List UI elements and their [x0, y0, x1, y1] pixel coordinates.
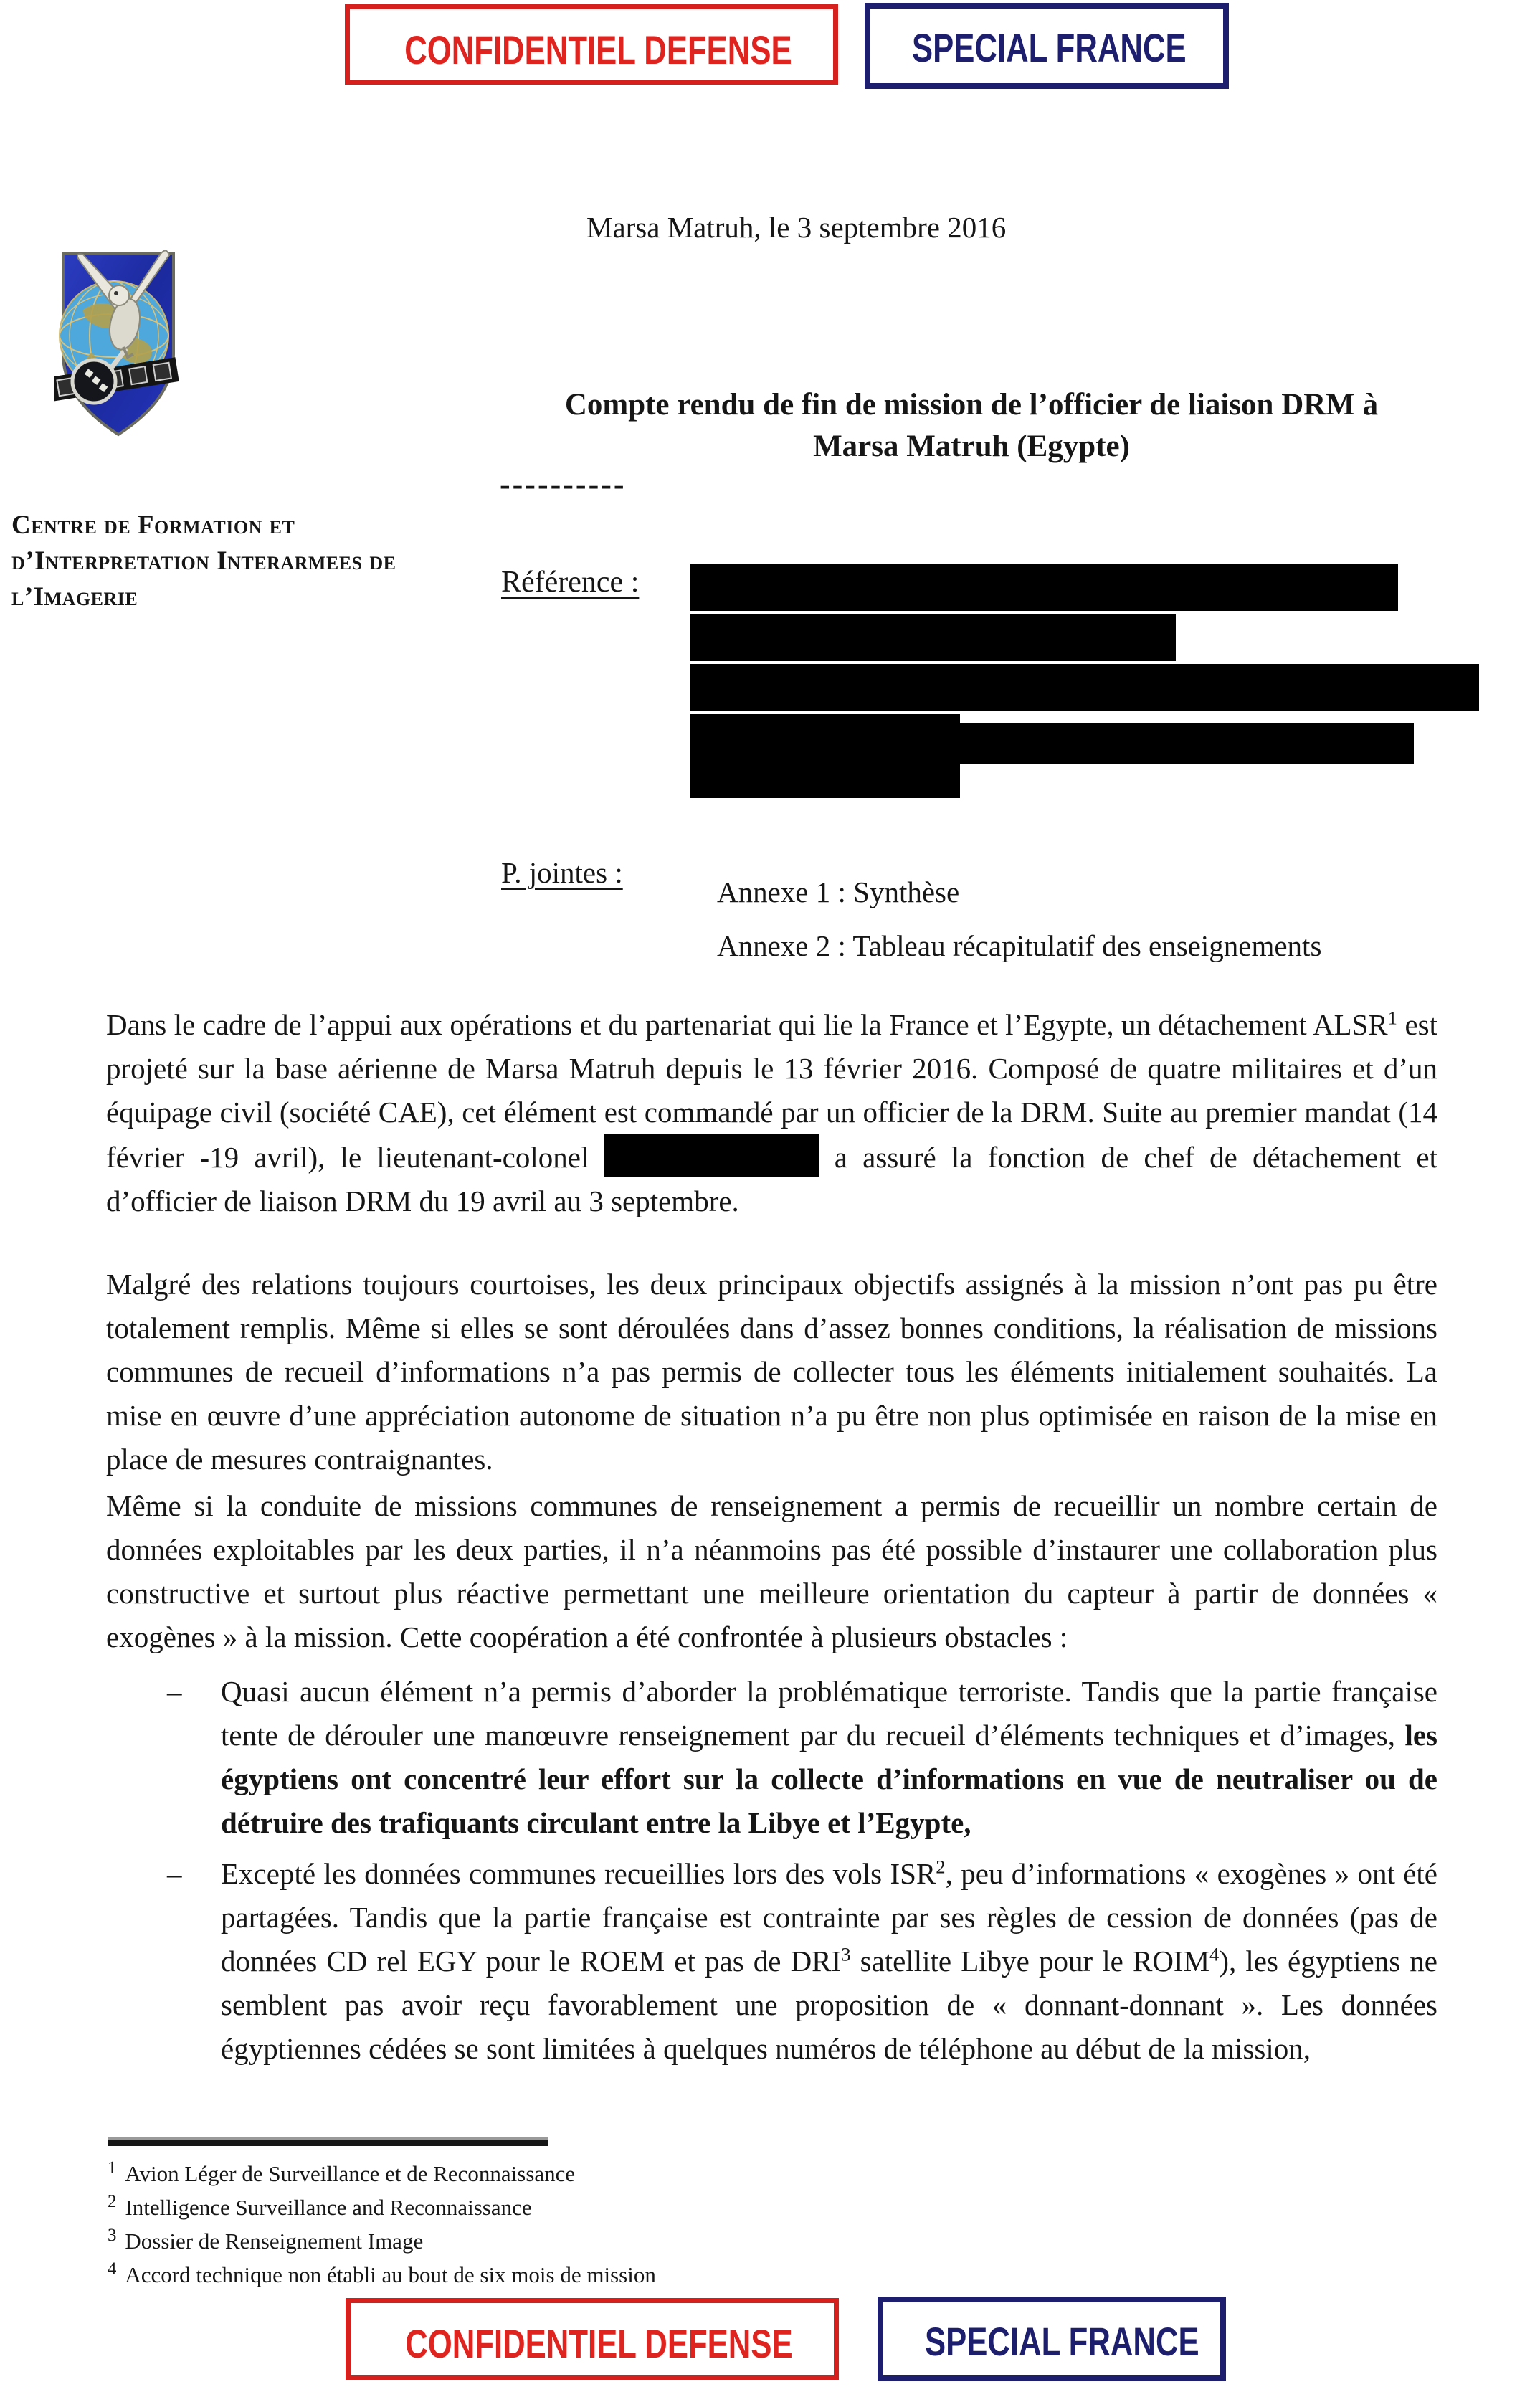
- list-item: – Excepté les données communes recueillies lors des vols ISR$^2$, peu d’informations « exogènes » ont été partagées. Tandis que la partie française est contrainte par ses règles de cession de données (pas de données CD rel EGY pour le ROEM et pas de DRI$^3$ satellite Libye pour le ROIM$^4$), les égyptiens ne semblent pas avoir reçu favorablement une proposition de « donnant-donnant ». Les données égyptiennes cédées se sont limitées à quelques numéros de téléphone au début de la mission,: [167, 1852, 1437, 2071]
- confidentiel-defense-stamp-top: [345, 4, 838, 85]
- redaction-bar: [960, 723, 1414, 764]
- footnote-separator: [108, 2137, 548, 2146]
- footnote-4: $^4$ Accord technique non établi au bout de six mois de mission: [108, 2259, 656, 2287]
- document-title-line2: Marsa Matruh (Egypte): [813, 429, 1130, 463]
- footnote-1: $^1$ Avion Léger de Surveillance et de Reconnaissance: [108, 2157, 576, 2186]
- separator-dashes: ----------: [500, 467, 627, 502]
- paragraph-2: Malgré des relations toujours courtoises, les deux principaux objectifs assignés à la mission n’ont pas pu être totalement remplis. Même si elles se sont déroulées dans d’assez bonnes conditions, la réalisation de missions communes de recueil d’informations n’a pas permis de collecter tous les éléments initialement souhaités. La mise en œuvre d’une appréciation autonome de situation n’a pu être non plus optimisée en raison de la mise en place de mesures contraignantes.: [106, 1268, 1437, 1476]
- special-france-stamp-top: [865, 3, 1229, 89]
- special-france-stamp-bottom: [878, 2297, 1226, 2381]
- annexe-1-line: Annexe 1 : Synthèse: [717, 875, 960, 908]
- document-title-line1: Compte rendu de fin de mission de l’officier de liaison DRM à: [564, 388, 1379, 422]
- document-title: [502, 384, 1441, 467]
- unit-name-line2: d’Interpretation Interarmees de: [11, 546, 396, 576]
- unit-name: [11, 508, 456, 615]
- annexe-2-line: Annexe 2 : Tableau récapitulatif des enseignements: [717, 929, 1322, 962]
- redaction-bar: [690, 714, 960, 798]
- dash-bullet-marker: –: [167, 1857, 182, 1890]
- redaction-bar: [690, 564, 1398, 611]
- pieces-jointes-label: P. jointes :: [501, 856, 623, 889]
- footnote-2: $^2$ Intelligence Surveillance and Reconnaissance: [108, 2191, 532, 2220]
- date-line: Marsa Matruh, le 3 septembre 2016: [586, 211, 1007, 244]
- reference-label: Référence :: [501, 566, 640, 599]
- unit-name-line3: l’Imagerie: [11, 582, 138, 612]
- paragraph-3: Même si la conduite de missions communes de renseignement a permis de recueillir un nombre certain de données exploitables par les deux parties, il n’a néanmoins pas été possible d’instaurer une collaboration plus constructive et surtout plus réactive permettant une meilleure orientation du capteur à partir de données « exogènes » à la mission. Cette coopération a été confrontée à plusieurs obstacles :: [106, 1489, 1437, 1653]
- confidentiel-defense-stamp-bottom: [346, 2298, 839, 2380]
- unit-insignia-logo: [54, 244, 182, 443]
- special-france-label: SPECIAL FRANCE: [925, 2319, 1199, 2364]
- obstacles-list: [167, 1670, 1437, 2071]
- paragraph-1: Dans le cadre de l’appui aux opérations et du partenariat qui lie la France et l’Egypte, un détachement ALSR$^1$ est projeté sur la base aérienne de Marsa Matruh depuis le 13 février 2016. Composé de quatre militaires et d’un équipage civil (société CAE), cet élément est commandé par un officier de la DRM. Suite au premier mandat (14 février -19 avril), le lieutenant-colonel a assuré la fonction de chef de détachement et d’officier de liaison DRM du 19 avril au 3 septembre.: [106, 1007, 1438, 1217]
- footnotes: [108, 2157, 656, 2292]
- redaction-bar-inline: [604, 1134, 819, 1177]
- footnote-3: $^3$ Dossier de Renseignement Image: [108, 2225, 424, 2254]
- dash-bullet-marker: –: [167, 1675, 182, 1708]
- redaction-bar: [690, 614, 1176, 661]
- list-item: – Quasi aucun élément n’a permis d’aborder la problématique terroriste. Tandis que la partie française tente de dérouler une manœuvre renseignement par du recueil d’éléments techniques et d’images, les égyptiens ont concentré leur effort sur la collecte d’informations en vue de neutraliser ou de détruire des trafiquants circulant entre la Libye et l’Egypte,: [167, 1670, 1437, 1845]
- confidentiel-defense-label: CONFIDENTIEL DEFENSE: [404, 27, 792, 72]
- redaction-bar: [690, 664, 1479, 711]
- unit-name-line1: Centre de Formation et: [11, 511, 295, 540]
- confidentiel-defense-label: CONFIDENTIEL DEFENSE: [405, 2321, 793, 2366]
- special-france-label: SPECIAL FRANCE: [912, 25, 1187, 70]
